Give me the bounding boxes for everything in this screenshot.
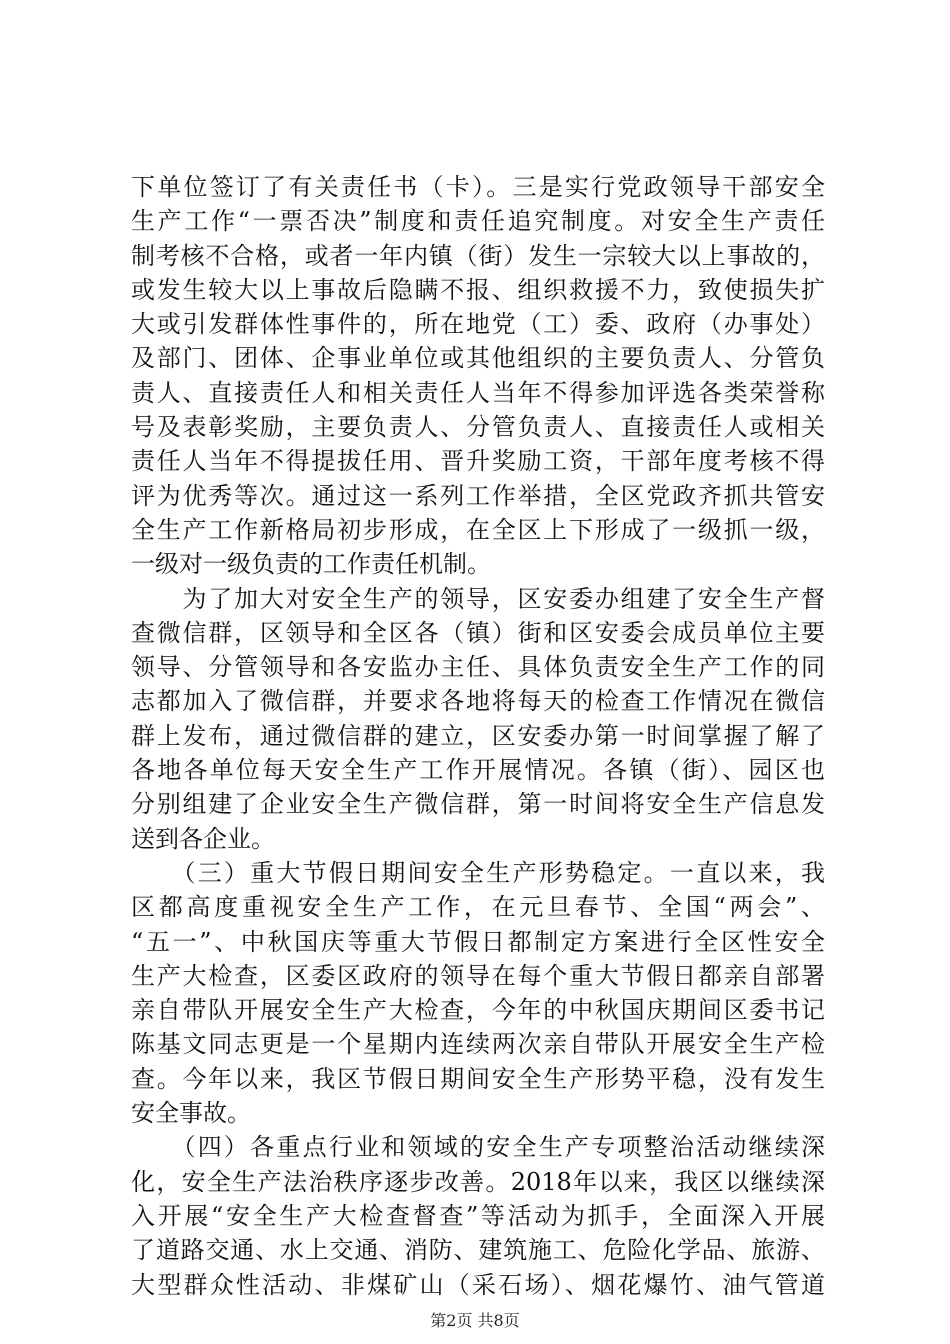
text-line: 号及表彰奖励，主要负责人、分管负责人、直接责任人或相关: [131, 413, 825, 442]
text-line: 群上发布，通过微信群的建立，区安委办第一时间掌握了解了: [131, 721, 825, 750]
text-line: 安全事故。: [131, 1099, 251, 1128]
text-line: （四）各重点行业和领域的安全生产专项整治活动继续深: [131, 1133, 825, 1162]
text-line: 了道路交通、水上交通、消防、建筑施工、危险化学品、旅游、: [131, 1236, 825, 1265]
text-line: 入开展“安全生产大检查督查”等活动为抓手，全面深入开展: [131, 1201, 825, 1230]
text-line: 查微信群，区领导和全区各（镇）街和区安委会成员单位主要: [131, 618, 825, 647]
text-line: 区都高度重视安全生产工作，在元旦春节、全国“两会”、: [131, 893, 825, 922]
text-line: 化，安全生产法治秩序逐步改善。2018年以来，我区以继续深: [131, 1167, 825, 1196]
text-line: 生产大检查，区委区政府的领导在每个重大节假日都亲自部署: [131, 961, 825, 990]
page-footer: [0, 1308, 950, 1331]
text-line: 领导、分管领导和各安监办主任、具体负责安全生产工作的同: [131, 653, 825, 682]
text-line: 制考核不合格，或者一年内镇（街）发生一宗较大以上事故的，: [131, 241, 825, 270]
text-line: 全生产工作新格局初步形成，在全区上下形成了一级抓一级，: [131, 515, 825, 544]
text-line: 评为优秀等次。通过这一系列工作举措，全区党政齐抓共管安: [131, 481, 825, 510]
text-line: 各地各单位每天安全生产工作开展情况。各镇（街）、园区也: [131, 756, 825, 785]
document-body: [131, 170, 825, 1302]
text-line: 责任人当年不得提拔任用、晋升奖励工资，干部年度考核不得: [131, 447, 825, 476]
text-line: 大型群众性活动、非煤矿山（采石场）、烟花爆竹、油气管道: [131, 1270, 825, 1299]
text-line: 分别组建了企业安全生产微信群，第一时间将安全生产信息发: [131, 790, 825, 819]
text-line: 一级对一级负责的工作责任机制。: [131, 550, 491, 579]
text-line: （三）重大节假日期间安全生产形势稳定。一直以来，我: [131, 858, 825, 887]
page-number: 第2页 共8页: [430, 1311, 520, 1330]
text-line: 为了加大对安全生产的领导，区安委办组建了安全生产督: [131, 584, 825, 613]
text-line: 送到各企业。: [131, 824, 275, 853]
text-line: 下单位签订了有关责任书（卡）。三是实行党政领导干部安全: [131, 173, 825, 201]
text-line: 志都加入了微信群，并要求各地将每天的检查工作情况在微信: [131, 687, 825, 716]
text-line: 或发生较大以上事故后隐瞒不报、组织救援不力，致使损失扩: [131, 275, 825, 304]
text-line: “五一”、中秋国庆等重大节假日都制定方案进行全区性安全: [131, 927, 825, 956]
text-line: 查。今年以来，我区节假日期间安全生产形势平稳，没有发生: [131, 1064, 825, 1093]
text-line: 陈基文同志更是一个星期内连续两次亲自带队开展安全生产检: [131, 1030, 825, 1059]
text-line: 及部门、团体、企事业单位或其他组织的主要负责人、分管负: [131, 344, 825, 373]
text-line: 大或引发群体性事件的，所在地党（工）委、政府（办事处）: [131, 310, 825, 339]
text-line: 亲自带队开展安全生产大检查，今年的中秋国庆期间区委书记: [131, 996, 825, 1025]
text-line: 责人、直接责任人和相关责任人当年不得参加评选各类荣誉称: [131, 378, 825, 407]
text-line: 生产工作“一票否决”制度和责任追究制度。对安全生产责任: [131, 207, 825, 236]
